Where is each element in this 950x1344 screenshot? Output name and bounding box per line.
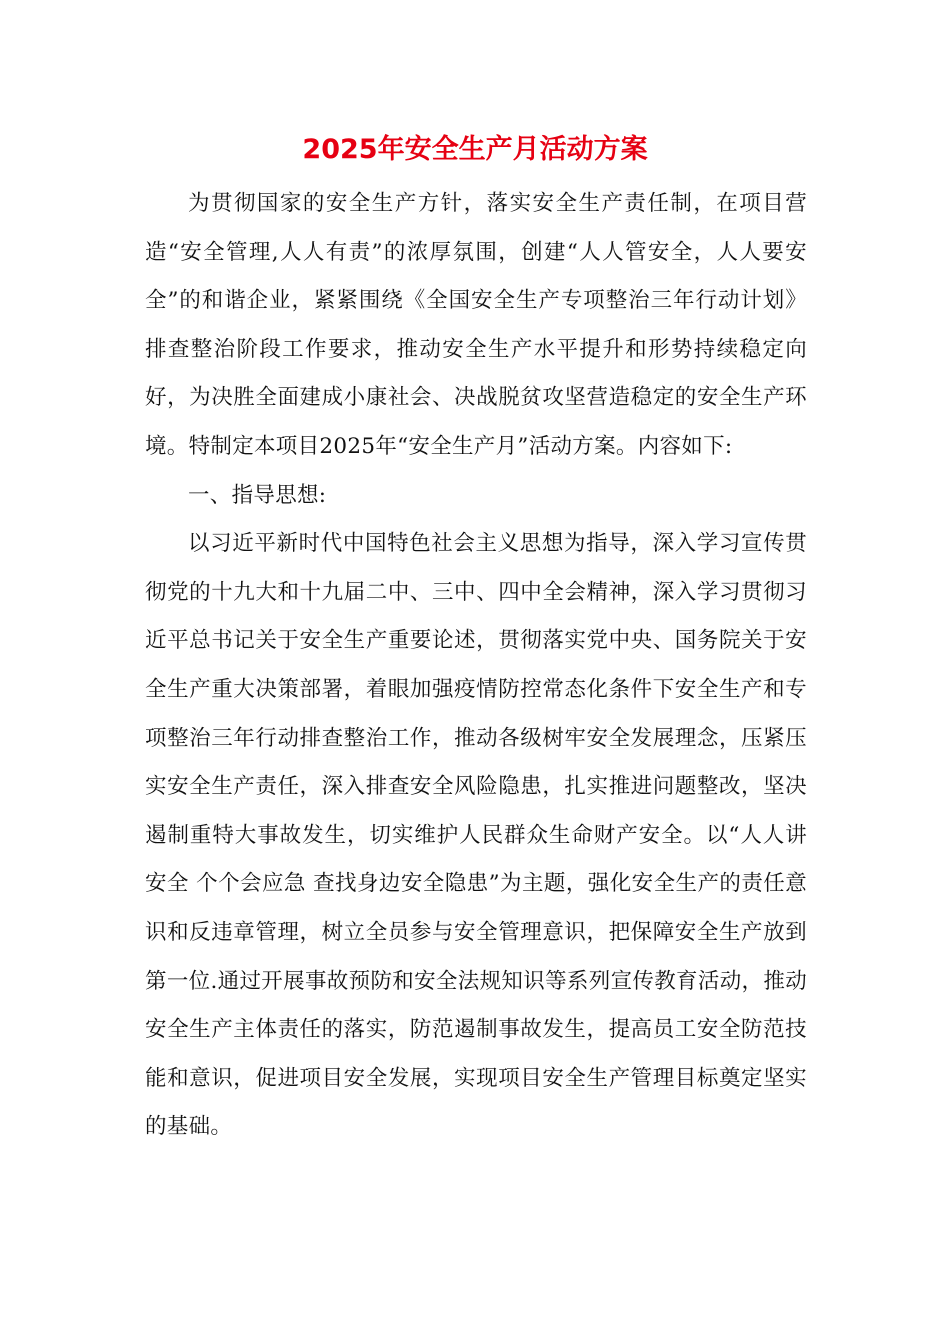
intro-paragraph: 为贯彻国家的安全生产方针，落实安全生产责任制，在项目营造“安全管理,人人有责”的浓厚氛围，创建“人人管安全，人人要安全”的和谐企业，紧紧围绕《全国安全生产专项整治三年行动计划》排查整治阶段工作要求，推动安全生产水平提升和形势持续稳定向好，为决胜全面建成小康社会、决战脱贫攻坚营造稳定的安全生产环境。特制定本项目2025年“安全生产月”活动方案。内容如下: [145, 191, 807, 459]
document-body [145, 180, 807, 1152]
section-heading-guiding-ideology: 一、指导思想: [188, 482, 327, 508]
guiding-ideology-paragraph: 以习近平新时代中国特色社会主义思想为指导，深入学习宣传贯彻党的十九大和十九届二中、三中、四中全会精神，深入学习贯彻习近平总书记关于安全生产重要论述，贯彻落实党中央、国务院关于安全生产重大决策部署，着眼加强疫情防控常态化条件下安全生产和专项整治三年行动排查整治工作，推动各级树牢安全发展理念，压紧压实安全生产责任，深入排查安全风险隐患，扎实推进问题整改，坚决遏制重特大事故发生，切实维护人民群众生命财产安全。以“人人讲安全 个个会应急 查找身边安全隐患”为主题，强化安全生产的责任意识和反违章管理，树立全员参与安全管理意识，把保障安全生产放到第一位.通过开展事故预防和安全法规知识等系列宣传教育活动，推动安全生产主体责任的落实，防范遏制事故发生，提高员工安全防范技能和意识，促进项目安全发展，实现项目安全生产管理目标奠定坚实的基础。 [145, 531, 807, 1140]
document-title: 2025年安全生产月活动方案 [302, 134, 648, 165]
